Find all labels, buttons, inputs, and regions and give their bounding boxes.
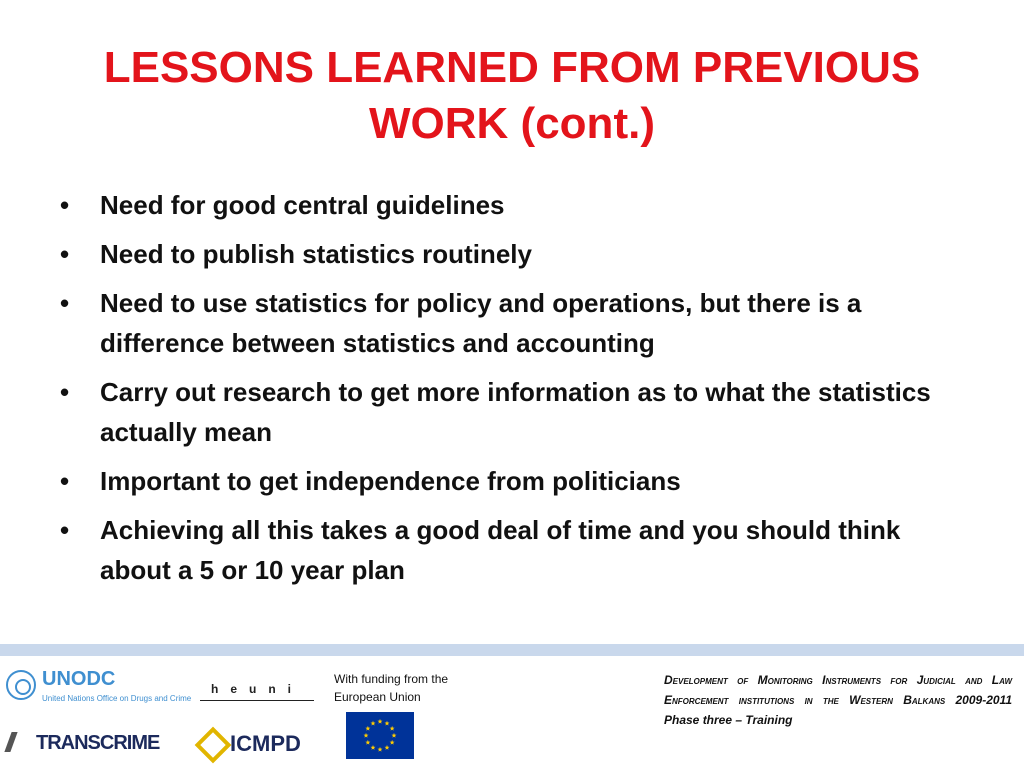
bullet-list bbox=[60, 185, 960, 599]
icmpd-logo bbox=[198, 726, 308, 760]
un-emblem-icon bbox=[6, 670, 36, 700]
icmpd-diamond-icon bbox=[195, 727, 232, 764]
bullet-dot: • bbox=[60, 515, 70, 545]
eu-star-icon bbox=[371, 721, 376, 726]
heuni-logo-text: heuni bbox=[211, 682, 303, 696]
eu-star-icon bbox=[365, 726, 370, 731]
eu-star-icon bbox=[371, 745, 376, 750]
eu-star-icon bbox=[365, 740, 370, 745]
bullet-dot: • bbox=[60, 190, 70, 220]
slide-title-line1: LESSONS LEARNED FROM PREVIOUS bbox=[103, 43, 921, 92]
eu-star-icon bbox=[378, 719, 383, 724]
bullet-text: Carry out research to get more information as to what the statistics actually mean bbox=[100, 377, 931, 447]
unodc-logo-name: UNODC bbox=[42, 668, 116, 690]
transcrime-logo-text: TRANSCRIME bbox=[36, 732, 160, 754]
bullet-item bbox=[60, 510, 960, 590]
bullet-dot: • bbox=[60, 377, 70, 407]
project-phase: Phase three – Training bbox=[664, 713, 793, 727]
eu-star-icon bbox=[390, 726, 395, 731]
bullet-dot: • bbox=[60, 466, 70, 496]
bullet-text: Need to use statistics for policy and operations, but there is a difference between statistics and accounting bbox=[100, 288, 862, 358]
icmpd-logo-text: ICMPD bbox=[230, 731, 301, 756]
bullet-item bbox=[60, 283, 960, 363]
bullet-dot: • bbox=[60, 288, 70, 318]
eu-star-icon bbox=[385, 721, 390, 726]
heuni-logo bbox=[196, 678, 318, 718]
bullet-item bbox=[60, 185, 960, 225]
bullet-item bbox=[60, 461, 960, 501]
project-title: Development of Monitoring Instruments for Judicial and Law Enforcement institutions in the Western Balkans 2009-2011 bbox=[664, 673, 1012, 707]
project-description bbox=[664, 670, 1012, 730]
funding-note: With funding from the European Union bbox=[334, 672, 449, 704]
heuni-logo-rule bbox=[200, 700, 314, 701]
slide-title-line2: WORK (cont.) bbox=[369, 99, 655, 148]
eu-star-icon bbox=[385, 745, 390, 750]
eu-star-icon bbox=[378, 747, 383, 752]
bullet-text: Important to get independence from politicians bbox=[100, 466, 681, 496]
bullet-text: Need for good central guidelines bbox=[100, 190, 505, 220]
bullet-item bbox=[60, 234, 960, 274]
unodc-logo bbox=[6, 668, 196, 708]
eu-star-icon bbox=[392, 733, 397, 738]
footer-divider-band bbox=[0, 644, 1024, 656]
transcrime-mark-icon bbox=[4, 732, 37, 752]
eu-flag-icon bbox=[346, 712, 414, 759]
slide-title bbox=[60, 40, 964, 152]
unodc-logo-subtitle: United Nations Office on Drugs and Crime bbox=[42, 694, 192, 703]
bullet-text: Achieving all this takes a good deal of time and you should think about a 5 or 10 year plan bbox=[100, 515, 901, 585]
transcrime-logo bbox=[8, 728, 158, 758]
eu-star-icon bbox=[390, 740, 395, 745]
eu-star-icon bbox=[364, 733, 369, 738]
bullet-text: Need to publish statistics routinely bbox=[100, 239, 532, 269]
bullet-item bbox=[60, 372, 960, 452]
eu-flag-stars bbox=[346, 712, 414, 759]
footer bbox=[0, 656, 1024, 768]
bullet-dot: • bbox=[60, 239, 70, 269]
